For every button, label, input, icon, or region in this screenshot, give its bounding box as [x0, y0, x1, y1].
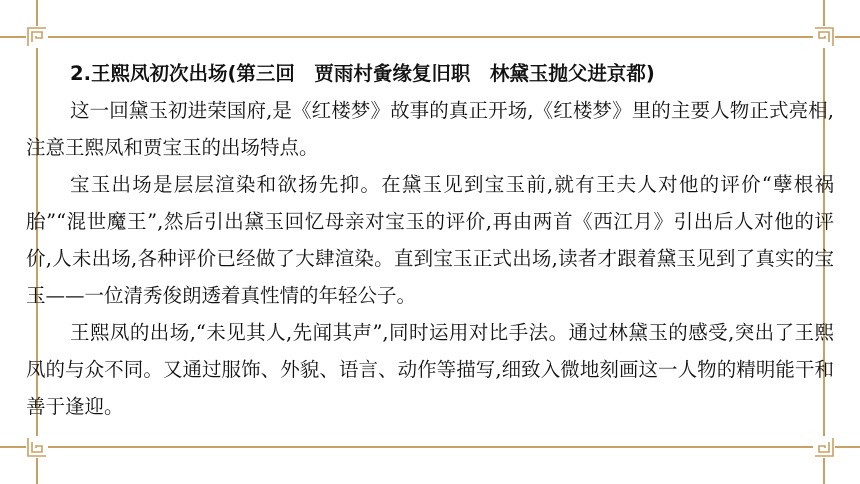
corner-ornament-icon — [813, 436, 835, 458]
text-content — [26, 55, 834, 425]
frame-line-bottom — [0, 446, 860, 448]
corner-ornament-icon — [813, 26, 835, 48]
corner-ornament-icon — [26, 436, 48, 458]
corner-ornament-icon — [26, 26, 48, 48]
paragraph-baoyu: 宝玉出场是层层渲染和欲扬先抑。在黛玉见到宝玉前,就有王夫人对他的评价“孽根祸胎”“混世魔王”,然后引出黛玉回忆母亲对宝玉的评价,再由两首《西江月》引出后人对他的评价,人未出场,各种评价已经做了大肆渲染。直到宝玉正式出场,读者才跟着黛玉见到了真实的宝玉——一位清秀俊朗透着真性情的年轻公子。 — [26, 173, 834, 307]
paragraph-xifeng: 王熙凤的出场,“未见其人,先闻其声”,同时运用对比手法。通过林黛玉的感受,突出了王熙凤的与众不同。又通过服饰、外貌、语言、动作等描写,细致入微地刻画这一人物的精明能干和善于逢迎。 — [26, 321, 834, 418]
frame-line-top — [0, 36, 860, 38]
section-heading: 2.王熙凤初次出场(第三回 贾雨村夤缘复旧职 林黛玉抛父进京都) — [70, 62, 655, 85]
paragraph-intro: 这一回黛玉初进荣国府,是《红楼梦》故事的真正开场,《红楼梦》里的主要人物正式亮相,注意王熙凤和贾宝玉的出场特点。 — [26, 99, 834, 159]
